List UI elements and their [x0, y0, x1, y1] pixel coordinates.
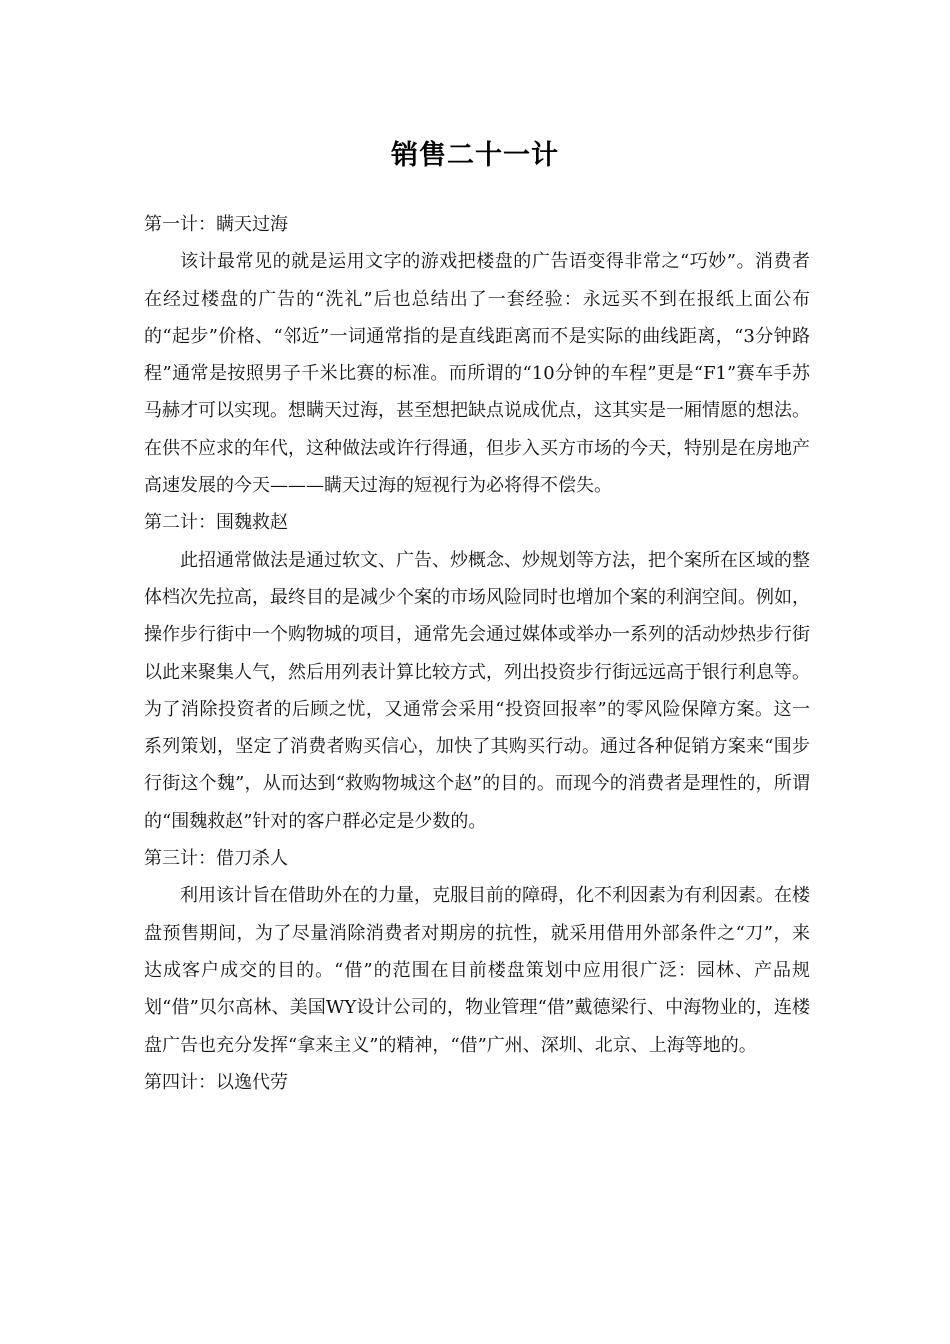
section-heading: 第四计：以逸代劳	[144, 1071, 288, 1093]
section-3	[144, 840, 810, 1064]
document-body	[144, 206, 810, 1101]
section-2	[144, 504, 810, 840]
section-1	[144, 206, 810, 504]
section-4	[144, 1064, 810, 1101]
section-paragraph: 该计最常见的就是运用文字的游戏把楼盘的广告语变得非常之“巧妙”。消费者在经过楼盘的广告的“洗礼”后也总结出了一套经验：永远买不到在报纸上面公布的“起步”价格、“邻近”一词通常指的是直线距离而不是实际的曲线距离，“3分钟路程”通常是按照男子千米比赛的标准。而所谓的“10分钟的车程”更是“F1”赛车手苏马赫才可以实现。想瞒天过海，甚至想把缺点说成优点，这其实是一厢情愿的想法。在供不应求的年代，这种做法或许行得通，但步入买方市场的今天，特别是在房地产高速发展的今天———瞒天过海的短视行为必将得不偿失。	[144, 251, 810, 497]
section-heading: 第一计：瞒天过海	[144, 214, 288, 235]
section-paragraph: 利用该计旨在借助外在的力量，克服目前的障碍，化不利因素为有利因素。在楼盘预售期间，为了尽量消除消费者对期房的抗性，就采用借用外部条件之“刀”，来达成客户成交的目的。“借”的范围在目前楼盘策划中应用很广泛：园林、产品规划“借”贝尔高林、美国WY设计公司的，物业管理“借”戴德梁行、中海物业的，连楼盘广告也充分发挥“拿来主义”的精神，“借”广州、深圳、北京、上海等地的。	[144, 885, 810, 1056]
section-paragraph: 此招通常做法是通过软文、广告、炒概念、炒规划等方法，把个案所在区域的整体档次先拉高，最终目的是减少个案的市场风险同时也增加个案的利润空间。例如，操作步行街中一个购物城的项目，通常先会通过媒体或举办一系列的活动炒热步行街以此来聚集人气，然后用列表计算比较方式，列出投资步行街远远高于银行利息等。为了消除投资者的后顾之忧，又通常会采用“投资回报率”的零风险保障方案。这一系列策划，坚定了消费者购买信心，加快了其购买行动。通过各种促销方案来“围步行街这个魏”，从而达到“救购物城这个赵”的目的。而现今的消费者是理性的，所谓的“围魏救赵”针对的客户群必定是少数的。	[144, 549, 810, 832]
section-heading: 第二计：围魏救赵	[144, 512, 288, 534]
section-heading: 第三计：借刀杀人	[144, 848, 288, 870]
document-title: 销售二十一计	[391, 140, 559, 171]
